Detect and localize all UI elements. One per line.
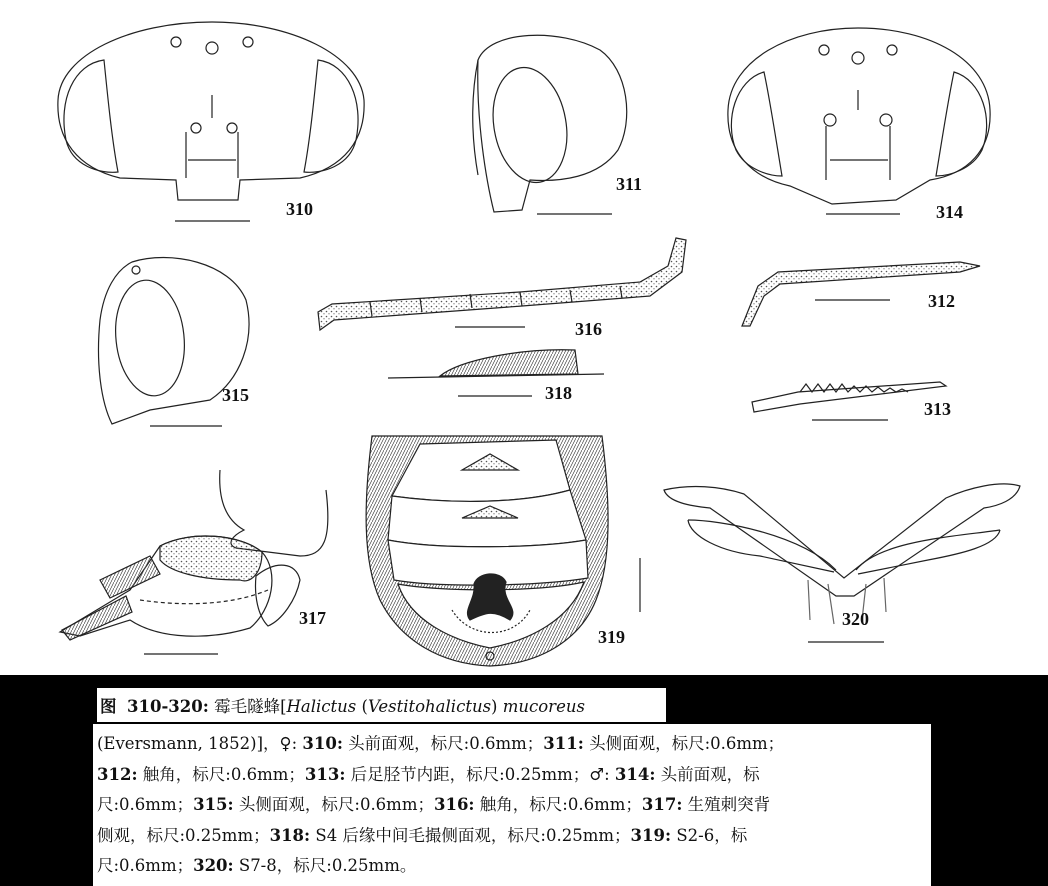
caption-fig-ref: 319: [630, 825, 672, 845]
figure-number-314: 314 [936, 202, 963, 222]
caption-row [97, 790, 927, 821]
caption-fig-ref: 315: [193, 795, 234, 814]
caption-fig-ref: 314: [614, 764, 656, 784]
caption-text: 头侧面观，标尺:0.6mm； [233, 795, 434, 814]
figure-number-312: 312 [928, 291, 955, 311]
caption-text: 侧观，标尺:0.25mm； [97, 825, 270, 845]
head-lateral-female-drawing [473, 35, 627, 214]
caption-genus: Halictus [286, 697, 357, 716]
caption-text: 头前面观，标 [655, 764, 760, 784]
caption-text: 生殖刺突背 [682, 795, 771, 814]
head-front-female-drawing [58, 22, 364, 221]
caption-fig-ref: 317: [641, 795, 683, 814]
caption-row [97, 821, 927, 852]
caption-fig-ref: 313: [304, 764, 346, 784]
caption-text: 头前面观，标尺:0.6mm； [342, 734, 544, 753]
caption-text: 触角，标尺:0.6mm； [474, 795, 642, 814]
caption-fig-ref: 312: [97, 764, 138, 784]
caption-text: S2-6，标 [671, 825, 748, 845]
gonostylus-drawing [60, 470, 328, 654]
head-front-male-drawing [728, 28, 990, 214]
caption-text: S4 后缘中间毛撮侧面观，标尺:0.25mm； [310, 825, 631, 845]
caption-fig-ref: 318: [269, 825, 311, 845]
caption-fig-ref: 320: [193, 856, 234, 875]
caption-text: 触角，标尺:0.6mm； [137, 764, 305, 784]
caption-fig-ref: 316: [433, 795, 475, 814]
caption-row [97, 760, 927, 791]
caption-text: (Eversmann, 1852)]，♀: [97, 734, 303, 753]
caption-fig-ref: 310: [302, 734, 343, 753]
antenna-male-drawing [318, 238, 686, 330]
caption-species: mucoreus [502, 697, 585, 716]
figure-number-311: 311 [616, 174, 643, 194]
caption-fig-ref: 311: [543, 734, 584, 753]
caption-text: 后足胫节内距，标尺:0.25mm；♂: [345, 764, 615, 784]
figure-number-318: 318 [545, 383, 572, 403]
caption-text: 头侧面观，标尺:0.6mm； [583, 734, 785, 753]
caption-text: 尺:0.6mm； [97, 795, 194, 814]
figure-number-319: 319 [598, 627, 625, 647]
caption-title-line [97, 688, 666, 722]
caption-row [97, 729, 927, 760]
figure-number-313: 313 [924, 399, 951, 419]
caption-row [97, 851, 927, 882]
caption-open-paren: ( [361, 697, 368, 716]
tibial-spur-drawing [752, 382, 946, 420]
caption-text: 尺:0.6mm； [97, 856, 194, 875]
figure-number-320: 320 [842, 609, 869, 629]
caption-body [93, 724, 931, 886]
caption-close-paren: ) [491, 697, 498, 716]
caption-range: 310-320: [127, 697, 209, 716]
caption-text: S7-8，标尺:0.25mm。 [233, 856, 417, 875]
figure-number-317: 317 [299, 608, 326, 628]
figure-number-315: 315 [222, 385, 249, 405]
figure-number-316: 316 [575, 319, 602, 339]
caption-common-name: 霉毛隧蜂[ [214, 697, 287, 716]
figure-number-310: 310 [286, 199, 313, 219]
caption-prefix: 图 [100, 697, 117, 716]
caption-subgenus: Vestitohalictus [367, 697, 492, 716]
